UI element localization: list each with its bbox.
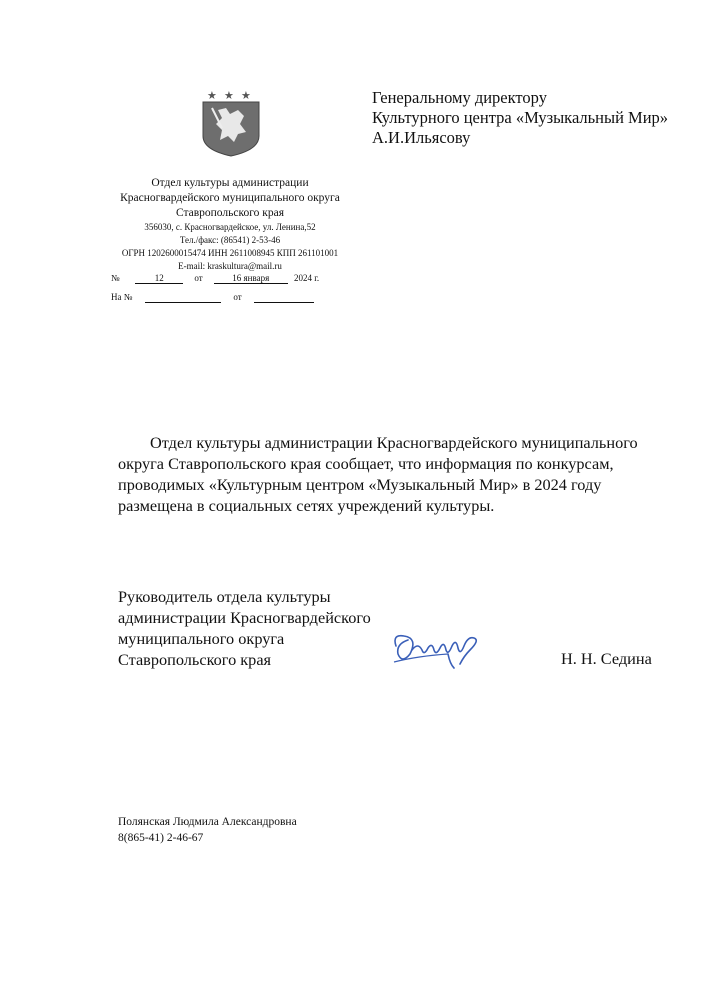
svg-text:★: ★ xyxy=(207,89,217,102)
position-line: администрации Красногвардейского xyxy=(118,608,371,627)
svg-text:★: ★ xyxy=(241,89,251,102)
signatory-position xyxy=(118,586,371,670)
svg-text:★: ★ xyxy=(224,89,234,102)
addressee-line: Культурного центра «Музыкальный Мир» xyxy=(372,108,669,127)
handwritten-signature xyxy=(388,624,488,674)
letterhead-email: E-mail: kraskultura@mail.ru xyxy=(178,261,282,271)
reg-date-value: 16 января xyxy=(214,273,288,284)
signatory-name: Н. Н. Седина xyxy=(561,649,652,668)
letterhead-ids: ОГРН 1202600015474 ИНН 2611008945 КПП 261101001 xyxy=(121,248,339,258)
position-line: Ставропольского края xyxy=(118,650,272,669)
letterhead-line: Ставропольского края xyxy=(175,207,285,219)
reg-from-label: от xyxy=(194,273,203,283)
body-line: проводимых «Культурным центром «Музыкальный Мир» в 2024 году xyxy=(118,475,602,494)
position-line: муниципального округа xyxy=(118,629,285,648)
letterhead-line: Отдел культуры администрации xyxy=(151,177,309,189)
letterhead-phone: Тел./факс: (86541) 2-53-46 xyxy=(179,235,281,245)
body-line: Отдел культуры администрации Красногвардейского муниципального xyxy=(150,433,638,452)
reg-number-value: 12 xyxy=(135,273,183,284)
letterhead-line: Красногвардейского муниципального округа xyxy=(120,192,340,204)
letterhead xyxy=(100,176,360,273)
addressee-block xyxy=(372,88,668,148)
letter-body xyxy=(118,432,658,516)
executor-name: Полянская Людмила Александровна xyxy=(118,816,297,828)
letterhead-address: 356030, с. Красногвардейское, ул. Ленина,52 xyxy=(144,222,316,232)
position-line: Руководитель отдела культуры xyxy=(118,587,331,606)
ref-number-label: На № xyxy=(111,292,133,302)
addressee-line: Генеральному директору xyxy=(372,88,547,107)
ref-from-label: от xyxy=(233,292,242,302)
body-line: размещена в социальных сетях учреждений культуры. xyxy=(118,496,495,515)
registration-number-line xyxy=(111,273,319,284)
reg-number-label: № xyxy=(111,273,120,283)
ref-number-value xyxy=(145,292,221,303)
reference-number-line xyxy=(111,292,314,303)
executor-block xyxy=(118,814,297,846)
ref-date-value xyxy=(254,292,314,303)
coat-of-arms-emblem xyxy=(200,88,262,158)
addressee-line: А.И.Ильясову xyxy=(372,128,471,147)
reg-year: 2024 г. xyxy=(294,273,320,283)
executor-phone: 8(865-41) 2-46-67 xyxy=(118,832,204,844)
body-line: округа Ставропольского края сообщает, что информация по конкурсам, xyxy=(118,454,614,473)
